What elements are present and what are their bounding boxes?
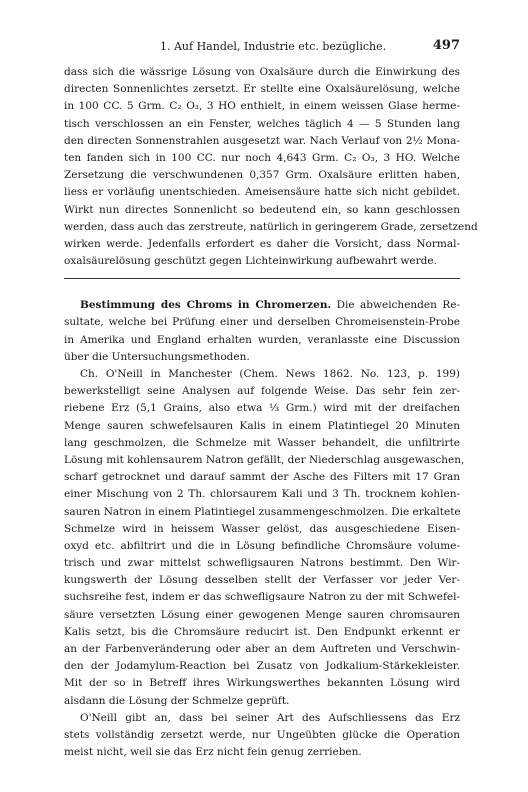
text-line: suchsreihe fest, indem er das schwefligsaure Natron zu der mit Schwefel- [64,591,460,604]
text-line: dass sich die wässrige Lösung von Oxalsäure durch die Einwirkung des [64,66,460,78]
section-heading: Bestimmung des Chroms in Chromerzen. [80,299,332,312]
text-line: riebene Erz (5,1 Grains, also etwa ⅓ Grm.) wird mit der dreifachen [64,402,460,415]
text-line: bewerkstelligt seine Analysen auf folgende Weise. Das sehr fein zer- [64,385,460,398]
text-line: an der Farbenveränderung oder aber an dem Auftreten und Verschwin- [64,643,460,655]
text-line: meist nicht, weil sie das Erz nicht fein genug zerrieben. [64,746,362,759]
text-line: directen Sonnenlichtes zersetzt. Er stellte eine Oxalsäurelösung, welche [64,83,460,96]
section-heading-continuation: Die abweichenden Re- [331,299,460,312]
text-line: alsdann die Lösung der Schmelze geprüft. [64,694,290,707]
section-gap [64,287,460,297]
text-line: Menge sauren schwefelsauren Kalis in einem Platintiegel 20 Minuten [64,419,460,432]
text-line: werden, dass auch das zerstreute, natürlich in geringerem Grade, zersetzend [64,220,478,233]
body-text [64,64,478,761]
text-line: Lösung mit kohlensaurem Natron gefällt, der Niederschlag ausgewaschen, [64,453,465,466]
paragraph-oxalic-acid [64,64,478,270]
text-line: Mit der so in Betreff ihres Wirkungswerthes bekannten Lösung wird [64,677,460,690]
text-line: lang geschmolzen, die Schmelze mit Wasser behandelt, die unfiltrirte [64,436,460,449]
text-line: einer Mischung von 2 Th. chlorsaurem Kali und 3 Th. trocknem kohlen- [64,488,460,501]
page-number: 497 [432,38,460,53]
text-line: wirken werde. Jedenfalls erfordert es daher die Vorsicht, dass Normal- [64,237,460,250]
text-line: scharf getrocknet und darauf sammt der Asche des Filters mit 17 Gran [64,471,460,484]
text-line: in Amerika und England erhalten wurden, veranlasste eine Discussion [64,333,460,346]
section-chromium [64,297,465,761]
text-line: den der Jodamylum-Reaction bei Zusatz von Jodkalium-Stärkekleister. [64,660,460,673]
text-line: stets vollständig zersetzt werde, nur Ungeübten glücke die Operation [64,728,460,741]
text-line: Kalis setzt, bis die Chromsäure reducirt ist. Den Endpunkt erkennt er [64,625,460,638]
text-line: Schmelze wird in heissem Wasser gelöst, das ausgeschiedene Eisen- [64,522,460,535]
text-line: über die Untersuchungsmethoden. [64,350,250,363]
text-line: sultate, welche bei Prüfung einer und derselben Chromeisenstein-Probe [64,316,460,329]
text-line: tisch verschlossen an ein Fenster, welches täglich 4 — 5 Stunden lang [64,117,460,130]
section-divider [64,278,460,279]
section-first-line [64,297,460,314]
text-line: Wirkt nun directes Sonnenlicht so bedeutend ein, so kann geschlossen [64,203,460,216]
text-line: kungswerth der Lösung desselben stellt der Verfasser vor jeder Ver- [64,574,460,587]
text-line: Ch. O'Neill in Manchester (Chem. News 1862. No. 123, p. 199) [80,368,460,380]
text-line: O'Neill gibt an, dass bei seiner Art des Aufschliessens das Erz [80,711,460,724]
text-line: sauren Natron in einem Platintiegel zusammengeschmolzen. Die erkaltete [64,505,461,518]
text-line: säure versetzten Lösung einer gewogenen Menge sauren chromsauren [64,608,460,621]
text-line: oxalsäurelösung geschützt gegen Lichteinwirkung aufbewahrt werde. [64,255,437,268]
text-line: trisch und zwar mittelst schwefligsauren Natrons bestimmt. Den Wir- [64,557,460,570]
running-head-title: 1. Auf Handel, Industrie etc. bezügliche. [160,40,387,53]
text-line: Zersetzung die verschwundenen 0,357 Grm. Oxalsäure erlitten haben, [64,169,460,182]
text-line: ten fanden sich in 100 CC. nur noch 4,643 Grm. C₂ O₃, 3 HO. Welche [64,151,460,164]
text-line: oxyd etc. abfiltrirt und die in Lösung befindliche Chromsäure volume- [64,539,460,552]
text-line: den directen Sonnenstrahlen ausgesetzt war. Nach Verlauf von 2½ Mona- [64,134,460,147]
text-line: liess er vorläufig unentschieden. Ameisensäure hatte sich nicht gebildet. [64,186,460,199]
text-line: in 100 CC. 5 Grm. C₂ O₃, 3 HO enthielt, in einem weissen Glase herme- [64,100,460,113]
